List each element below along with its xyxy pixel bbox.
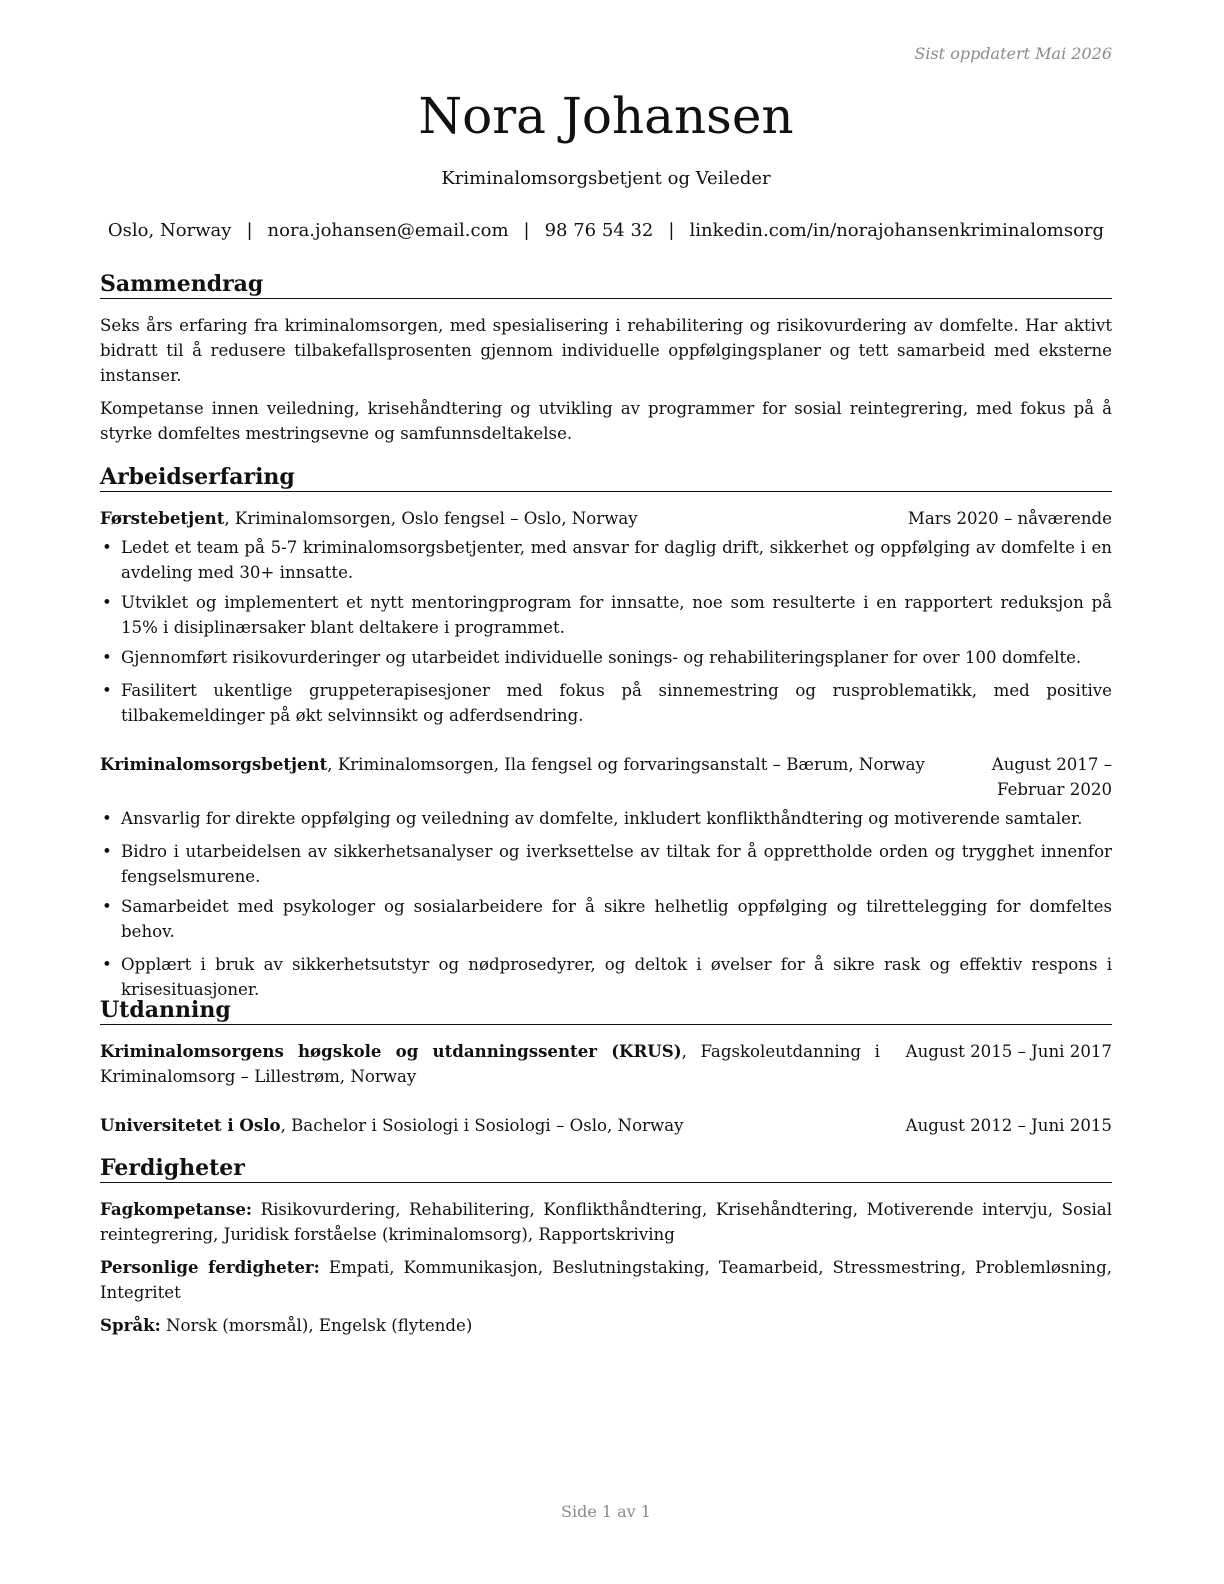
job-entry: [100, 506, 1112, 728]
contact-separator: |: [523, 220, 530, 241]
job-bullets: [100, 806, 1112, 1002]
contact-line: [100, 219, 1112, 243]
job-bullet: • Fasilitert ukentlige gruppeterapisesjoner med fokus på sinnemestring og rusproblematikk, med positive tilbakemeldinger på økt selvinnsikt og adferdsendring.: [100, 678, 1112, 728]
skills-group: [100, 1313, 1112, 1338]
job-bullet: • Ledet et team på 5-7 kriminalomsorgsbetjenter, med ansvar for daglig drift, sikkerhet og oppfølging av domfelte i en avdeling med 30+ innsatte.: [100, 535, 1112, 585]
education-section: [100, 996, 1112, 1138]
job-bullet: • Opplært i bruk av sikkerhetsutstyr og nødprosedyrer, og deltok i øvelser for å sikre rask og effektiv respons i krisesituasjoner.: [100, 952, 1112, 1002]
candidate-name: Nora Johansen: [418, 87, 794, 145]
job-employer: , Kriminalomsorgen, Oslo fengsel – Oslo, Norway: [224, 509, 638, 528]
summary-section: [100, 270, 1112, 446]
job-employer: , Kriminalomsorgen, Ila fengsel og forvaringsanstalt – Bærum, Norway: [327, 755, 925, 774]
job-dates: August 2017 – Februar 2020: [991, 755, 1112, 799]
contact-separator: |: [668, 220, 675, 241]
summary-heading: Sammendrag: [100, 270, 1112, 299]
experience-section: [100, 463, 1112, 1002]
job-role: Kriminalomsorgsbetjent: [100, 754, 328, 774]
education-entry: [100, 1039, 1112, 1089]
education-heading: Utdanning: [100, 996, 1112, 1025]
page-number: Side 1 av 1: [561, 1502, 651, 1521]
summary-paragraph: Seks års erfaring fra kriminalomsorgen, med spesialisering i rehabilitering og risikovurdering av domfelte. Har aktivt bidratt til å redusere tilbakefallsprosenten gjennom individuelle oppfølgingsplaner og tett samarbeid med eksterne instanser.: [100, 316, 1112, 385]
last-updated: Sist oppdatert Mai 2026: [914, 44, 1112, 63]
summary-paragraph: Kompetanse innen veiledning, krisehåndtering og utvikling av programmer for sosial reintegrering, med fokus på å styrke domfeltes mestringsevne og samfunnsdeltakelse.: [100, 399, 1112, 443]
education-school: Kriminalomsorgens høgskole og utdanningssenter (KRUS): [100, 1041, 682, 1061]
skills-group: [100, 1255, 1112, 1305]
skills-label: Personlige ferdigheter:: [100, 1257, 320, 1277]
skills-list: Empati, Kommunikasjon, Beslutningstaking, Teamarbeid, Stressmestring, Problemløsning, Integritet: [100, 1258, 1112, 1302]
skills-section: [100, 1154, 1112, 1338]
resume-page: [100, 0, 1112, 1584]
contact-location: Oslo, Norway: [107, 220, 232, 241]
skills-label: Fagkompetanse:: [100, 1199, 253, 1219]
job-bullet: • Ansvarlig for direkte oppfølging og veiledning av domfelte, inkludert konflikthåndtering og motiverende samtaler.: [100, 806, 1112, 831]
education-dates: August 2015 – Juni 2017: [905, 1042, 1112, 1061]
job-role: Førstebetjent: [100, 508, 225, 528]
experience-heading: Arbeidserfaring: [100, 463, 1112, 492]
job-entry: [100, 752, 1112, 1002]
contact-phone[interactable]: 98 76 54 32: [544, 220, 654, 241]
job-header: [100, 752, 1112, 802]
job-bullet: • Utviklet og implementert et nytt mentoringprogram for innsatte, noe som resulterte i en rapportert reduksjon på 15% i disiplinærsaker blant deltakere i programmet.: [100, 590, 1112, 640]
skills-label: Språk:: [100, 1315, 161, 1335]
job-dates: Mars 2020 – nåværende: [907, 509, 1112, 528]
contact-linkedin[interactable]: linkedin.com/in/norajohansenkriminalomsorg: [689, 220, 1105, 241]
skills-list: Risikovurdering, Rehabilitering, Konflikthåndtering, Krisehåndtering, Motiverende intervju, Sosial reintegrering, Juridisk forståelse (kriminalomsorg), Rapportskriving: [100, 1200, 1112, 1244]
education-dates: August 2012 – Juni 2015: [905, 1116, 1112, 1135]
education-entry: [100, 1113, 1112, 1138]
contact-email[interactable]: nora.johansen@email.com: [267, 220, 509, 241]
skills-heading: Ferdigheter: [100, 1154, 1112, 1183]
contact-separator: |: [246, 220, 253, 241]
job-header: [100, 506, 1112, 531]
skills-list: Norsk (morsmål), Engelsk (flytende): [160, 1316, 473, 1335]
education-school: Universitetet i Oslo: [100, 1115, 281, 1135]
job-bullet: • Bidro i utarbeidelsen av sikkerhetsanalyser og iverksettelse av tiltak for å opprettholde orden og trygghet innenfor fengselsmurene.: [100, 839, 1112, 889]
job-bullet: • Samarbeidet med psykologer og sosialarbeidere for å sikre helhetlig oppfølging og tilrettelegging for domfeltes behov.: [100, 894, 1112, 944]
job-bullet: • Gjennomført risikovurderinger og utarbeidet individuelle sonings- og rehabiliteringsplaner for over 100 domfelte.: [100, 645, 1112, 670]
education-program: , Fagskoleutdanning i Kriminalomsorg – Lillestrøm, Norway: [100, 1042, 880, 1086]
candidate-title: Kriminalomsorgsbetjent og Veileder: [441, 168, 771, 189]
skills-group: [100, 1197, 1112, 1247]
job-bullets: [100, 535, 1112, 728]
education-program: , Bachelor i Sosiologi i Sosiologi – Oslo, Norway: [280, 1116, 684, 1135]
